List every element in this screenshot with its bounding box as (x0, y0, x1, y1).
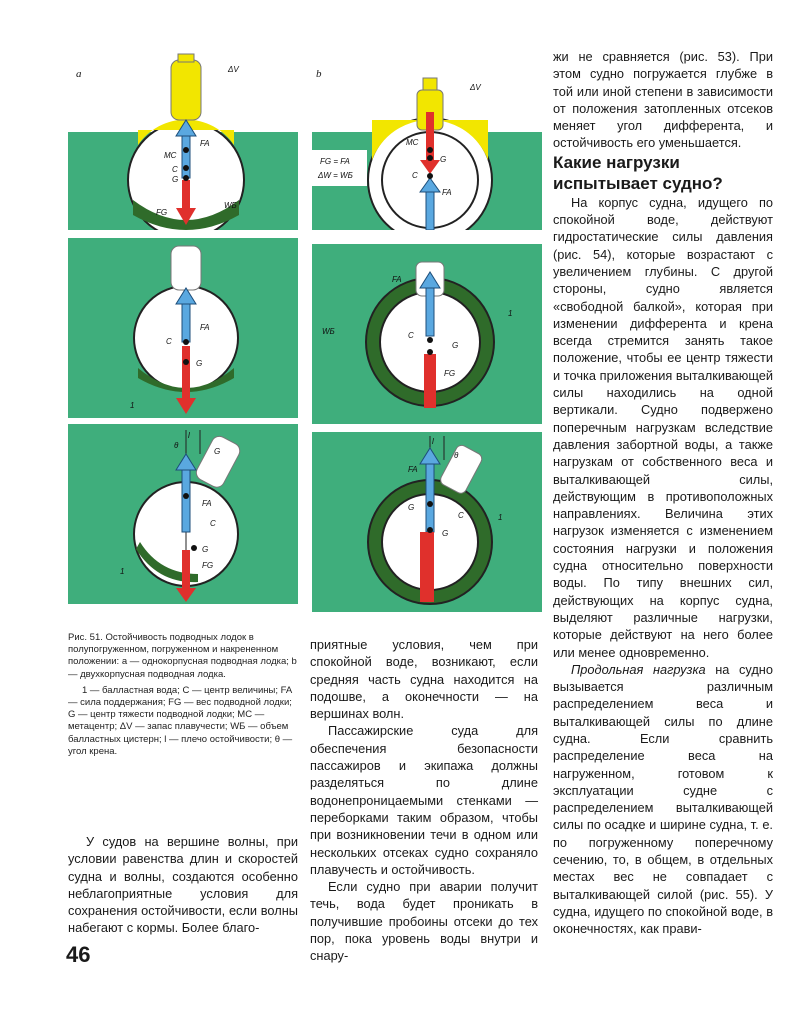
figure-panel-b3 (312, 432, 542, 612)
annotation-dv-b: ΔV (470, 83, 481, 92)
paragraph-text: на судно вызывается различным распределением веса и выталкивающей силы по длине судна. Если сравнить распределение веса на нагруженном, готовом к эксплуатации судне с распределением выталкивающей силы по осадке и ширине судна, т. е. по погруженному поперечному сечению, то, в общем, в отдельных местах вес не совпадает с выталкивающей силой (рис. 55). У судна, идущего по спокойной воде, в оконечностях, как прави- (553, 661, 773, 937)
caption-legend: 1 — балластная вода; C — центр величины; FA — сила поддержания; FG — вес подводной лодки; G — центр тяжести подводной лодки; MC — метацентр; ΔV — запас плавучести; WБ — объем балластных цистерн; l — плечо остойчивости; θ — угол крена. (68, 684, 293, 757)
annotation-1-a2: 1 (130, 401, 135, 410)
figure-panel-b1 (312, 50, 542, 230)
caption-title: Рис. 51. Остойчивость подводных лодок в полупогруженном, погруженном и накрененном положении: a — однокорпусная подводная лодка; b — двухкорпусная подводная лодка. (68, 632, 297, 680)
annotation-1-b3: 1 (498, 513, 503, 522)
annotation-mc: MC (164, 151, 177, 160)
paragraph: Если судно при аварии получит течь, вода будет проникать в получившие пробоины отсеки до тех пор, пока уровень воды внутри и снару- (310, 879, 538, 964)
annotation-eq2: ΔW = WБ (318, 171, 353, 180)
text-column-1 (68, 833, 298, 937)
annotation-wb: WБ (224, 201, 237, 210)
annotation-1-b2: 1 (508, 309, 513, 318)
annotation-mc-b: MC (406, 138, 419, 147)
annotation-l-a3: l (188, 431, 190, 440)
annotation-fg: FG (156, 208, 168, 217)
annotation-g2-b3: G (442, 529, 449, 538)
figure-panel-a2 (68, 238, 298, 418)
annotation-g-b2: G (452, 341, 459, 350)
annotation-fg-b2: FG (444, 369, 456, 378)
annotation-c: C (172, 165, 178, 174)
paragraph: Пассажирские суда для обеспечения безопасности пассажиров и экипажа должны разделяться по длине водонепроницаемыми стенками — переборками таким образом, чтобы при возникновении течи в одном или нескольких отсеках судно сохраняло плавучесть и остойчивость. (310, 723, 538, 877)
figure-label-a: a (76, 68, 82, 80)
text-column-2 (310, 636, 538, 965)
annotation-1-a3: 1 (120, 567, 125, 576)
annotation-fa-a3: FA (202, 499, 212, 508)
annotation-theta-b3: θ (454, 451, 459, 460)
annotation-g-a2: G (196, 359, 203, 368)
figure-label-b: b (316, 68, 322, 80)
paragraph: На корпус судна, идущего по спокойной воде, действуют гидростатические силы давления (рис. 54), которые возрастают с увеличением глубины. С другой стороны, судно является «свободной балкой», которая при изменении дифферента и крена всегда стремится занять такое положение, чтобы ее центр тяжести и точка приложения выталкивающей силы находились на одной вертикали. Судно подвержено поперечным нагрузкам вследствие давления забортной воды, а также нагрузкам от собственного веса и выталкивающей силы, действующим в противоположных направлениях. Величина этих нагрузок изменяется с изменением состояния нагрузки и положения судна относительно поверхности воды. По типу внешних сил, действующих на корпус судна, выделяют различные нагрузки, которые действуют на него более или менее одновременно. (553, 194, 773, 660)
annotation-fa-b3: FA (408, 465, 418, 474)
section-heading: Какие нагрузки испытывает судно? (553, 152, 723, 193)
paragraph: жи не сравняется (рис. 53). При этом судно погружается глубже в той или иной степени в зависимости от положения затопленных отсеков меняет угол дифферента, и остойчивость его уменьшается. (553, 49, 773, 151)
annotation-c-a3: C (210, 519, 216, 528)
figure-panel-b2 (312, 244, 542, 424)
annotation-fg-a3: FG (202, 561, 214, 570)
figure-panel-a3 (68, 424, 298, 604)
annotation-l-b3: l (432, 437, 434, 446)
annotation-fa-b2: FA (392, 275, 402, 284)
annotation-fa: FA (200, 139, 210, 148)
annotation-c-a2: C (166, 337, 172, 346)
paragraph: приятные условия, чем при спокойной воде, возникают, если средняя часть судна находится на подошве, а оконечности — на вершинах волн. (310, 637, 538, 722)
annotation-eq1: FG = FA (320, 157, 350, 166)
annotation-dv: ΔV (228, 65, 239, 74)
page-number: 46 (66, 942, 91, 967)
annotation-g-a3: G (214, 447, 221, 456)
paragraph: У судов на вершине волны, при условии равенства длин и скоростей судна и волны, создаются особенно неблагоприятные условия для сохранения остойчивости, если волны набегают с кормы. Более благо- (68, 834, 298, 936)
annotation-wb-b2: WБ (322, 327, 335, 336)
annotation-g: G (172, 175, 179, 184)
emphasis-term: Продольная нагрузка (571, 661, 706, 677)
annotation-g-b: G (440, 155, 447, 164)
annotation-g-b3: G (408, 503, 415, 512)
figure-panel-a1 (68, 50, 298, 230)
annotation-g2-a3: G (202, 545, 209, 554)
text-column-3 (553, 48, 773, 938)
paragraph (553, 661, 773, 938)
figure-caption (68, 632, 300, 762)
annotation-fa-b: FA (442, 188, 452, 197)
annotation-c-b: C (412, 171, 418, 180)
annotation-fa-a2: FA (200, 323, 210, 332)
annotation-theta-a3: θ (174, 441, 179, 450)
annotation-c-b3: C (458, 511, 464, 520)
annotation-c-b2: C (408, 331, 414, 340)
